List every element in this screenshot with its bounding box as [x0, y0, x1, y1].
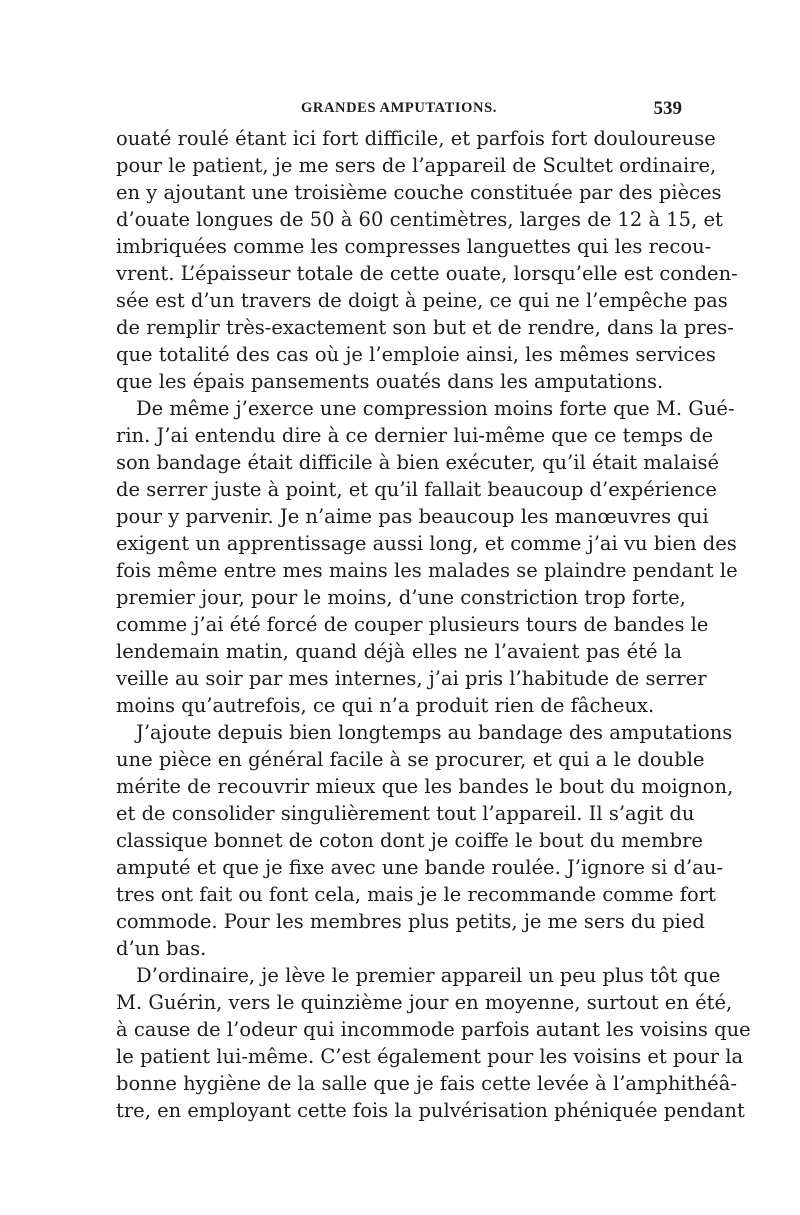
text-line: D’ordinaire, je lève le premier appareil un peu plus tôt que — [136, 964, 721, 987]
text-line: de serrer juste à point, et qu’il fallait beaucoup d’expérience — [116, 478, 717, 501]
body-text — [116, 125, 751, 1124]
paragraph-4 — [116, 962, 751, 1124]
running-head — [116, 100, 682, 124]
text-line: comme j’ai été forcé de couper plusieurs tours de bandes le — [116, 613, 709, 636]
page-number: 539 — [653, 98, 682, 119]
text-line: à cause de l’odeur qui incommode parfois autant les voisins que — [116, 1018, 751, 1041]
text-line: de remplir très-exactement son but et de rendre, dans la pres- — [116, 316, 734, 339]
text-line: premier jour, pour le moins, d’une constriction trop forte, — [116, 586, 686, 609]
text-line: le patient lui-même. C’est également pour les voisins et pour la — [116, 1045, 744, 1068]
paragraph-1 — [116, 125, 738, 395]
paragraph-3 — [116, 719, 734, 962]
text-line: pour y parvenir. Je n’aime pas beaucoup les manœuvres qui — [116, 505, 709, 528]
text-line: une pièce en général facile à se procurer, et qui a le double — [116, 748, 705, 771]
running-title: GRANDES AMPUTATIONS. — [301, 100, 497, 116]
text-line: moins qu’autrefois, ce qui n’a produit rien de fâcheux. — [116, 694, 655, 717]
text-line: que les épais pansements ouatés dans les amputations. — [116, 370, 664, 393]
text-line: ouaté roulé étant ici fort difficile, et parfois fort douloureuse — [116, 127, 716, 150]
text-line: exigent un apprentissage aussi long, et comme j’ai vu bien des — [116, 532, 737, 555]
text-line: pour le patient, je me sers de l’appareil de Scultet ordinaire, — [116, 154, 717, 177]
text-line: son bandage était difficile à bien exécuter, qu’il était malaisé — [116, 451, 720, 474]
text-line: rin. J’ai entendu dire à ce dernier lui-même que ce temps de — [116, 424, 714, 447]
text-line: tres ont fait ou font cela, mais je le recommande comme fort — [116, 883, 716, 906]
text-line: imbriquées comme les compresses languettes qui les recou- — [116, 235, 712, 258]
text-line: M. Guérin, vers le quinzième jour en moyenne, surtout en été, — [116, 991, 733, 1014]
text-line: tre, en employant cette fois la pulvérisation phéniquée pendant — [116, 1099, 745, 1122]
text-line: commode. Pour les membres plus petits, je me sers du pied — [116, 910, 705, 933]
text-line: d’un bas. — [116, 937, 207, 960]
text-line: vrent. L’épaisseur totale de cette ouate, lorsqu’elle est conden- — [116, 262, 738, 285]
text-line: sée est d’un travers de doigt à peine, ce qui ne l’empêche pas — [116, 289, 728, 312]
text-line: et de consolider singulièrement tout l’appareil. Il s’agit du — [116, 802, 695, 825]
text-line: veille au soir par mes internes, j’ai pris l’habitude de serrer — [116, 667, 707, 690]
text-line: lendemain matin, quand déjà elles ne l’avaient pas été la — [116, 640, 682, 663]
text-line: mérite de recouvrir mieux que les bandes le bout du moignon, — [116, 775, 734, 798]
text-line: J’ajoute depuis bien longtemps au bandage des amputations — [136, 721, 733, 744]
text-line: classique bonnet de coton dont je coiffe le bout du membre — [116, 829, 703, 852]
text-line: d’ouate longues de 50 à 60 centimètres, larges de 12 à 15, et — [116, 208, 723, 231]
paragraph-2 — [116, 395, 738, 719]
text-line: bonne hygiène de la salle que je fais cette levée à l’amphithéâ- — [116, 1072, 737, 1095]
text-line: amputé et que je fixe avec une bande roulée. J’ignore si d’au- — [116, 856, 723, 879]
text-line: que totalité des cas où je l’emploie ainsi, les mêmes services — [116, 343, 716, 366]
text-line: fois même entre mes mains les malades se plaindre pendant le — [116, 559, 738, 582]
text-line: en y ajoutant une troisième couche constituée par des pièces — [116, 181, 722, 204]
text-line: De même j’exerce une compression moins forte que M. Gué- — [136, 397, 735, 420]
